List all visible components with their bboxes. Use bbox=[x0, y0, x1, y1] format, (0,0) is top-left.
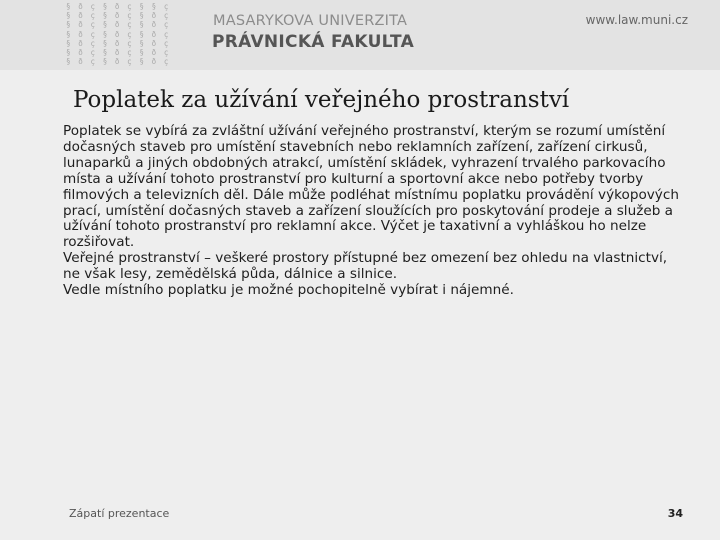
slide-title: Poplatek za užívání veřejného prostranství bbox=[73, 87, 570, 113]
paragraph-public-space-definition: Veřejné prostranství – veškeré prostory přístupné bez omezení bez ohledu na vlastnictví, ne však lesy, zemědělská půda, dálnice a silnice. bbox=[63, 250, 668, 283]
university-name: MASARYKOVA UNIVERZITA bbox=[213, 13, 408, 29]
logo-pattern: § ð ç § ð ç § § ç § ð ç § ð ç § ð ç § ð ç § ð ç § ð ç § ð ç § ð ç § ð ç § ð ç § ð ç § ð ç § ð ç § ð ç § ð ç § ð ç § ð ç § ð ç bbox=[66, 2, 170, 66]
site-url[interactable]: www.law.muni.cz bbox=[585, 13, 688, 27]
slide-body bbox=[63, 124, 688, 299]
footer-text: Zápatí prezentace bbox=[69, 507, 170, 520]
paragraph-fee-definition: Poplatek se vybírá za zvláštní užívání veřejného prostranství, kterým se rozumí umístění dočasných staveb pro umístění stavebních nebo reklamních zařízení, zařízení cirkusů, lunaparků a jiných obdobných atrakcí, umístění skládek, vyhrazení trvalého parkovacího místa a užívání tohoto prostranství pro kulturní a sportovní akce nebo potřeby tvorby filmových a televizních děl. Dále může podléhat místnímu poplatku provádění výkopových prací, umístění dočasných staveb a zařízení sloužících pro poskytování prodeje a služeb a užívání tohoto prostranství pro reklamní akce. Výčet je taxativní a vyhláškou ho nelze rozšiřovat. bbox=[63, 123, 679, 251]
header-band bbox=[0, 0, 720, 70]
paragraph-rent-note: Vedle místního poplatku je možné pochopitelně vybírat i nájemné. bbox=[63, 282, 514, 299]
faculty-name: PRÁVNICKÁ FAKULTA bbox=[212, 32, 415, 52]
page-number: 34 bbox=[667, 507, 683, 520]
